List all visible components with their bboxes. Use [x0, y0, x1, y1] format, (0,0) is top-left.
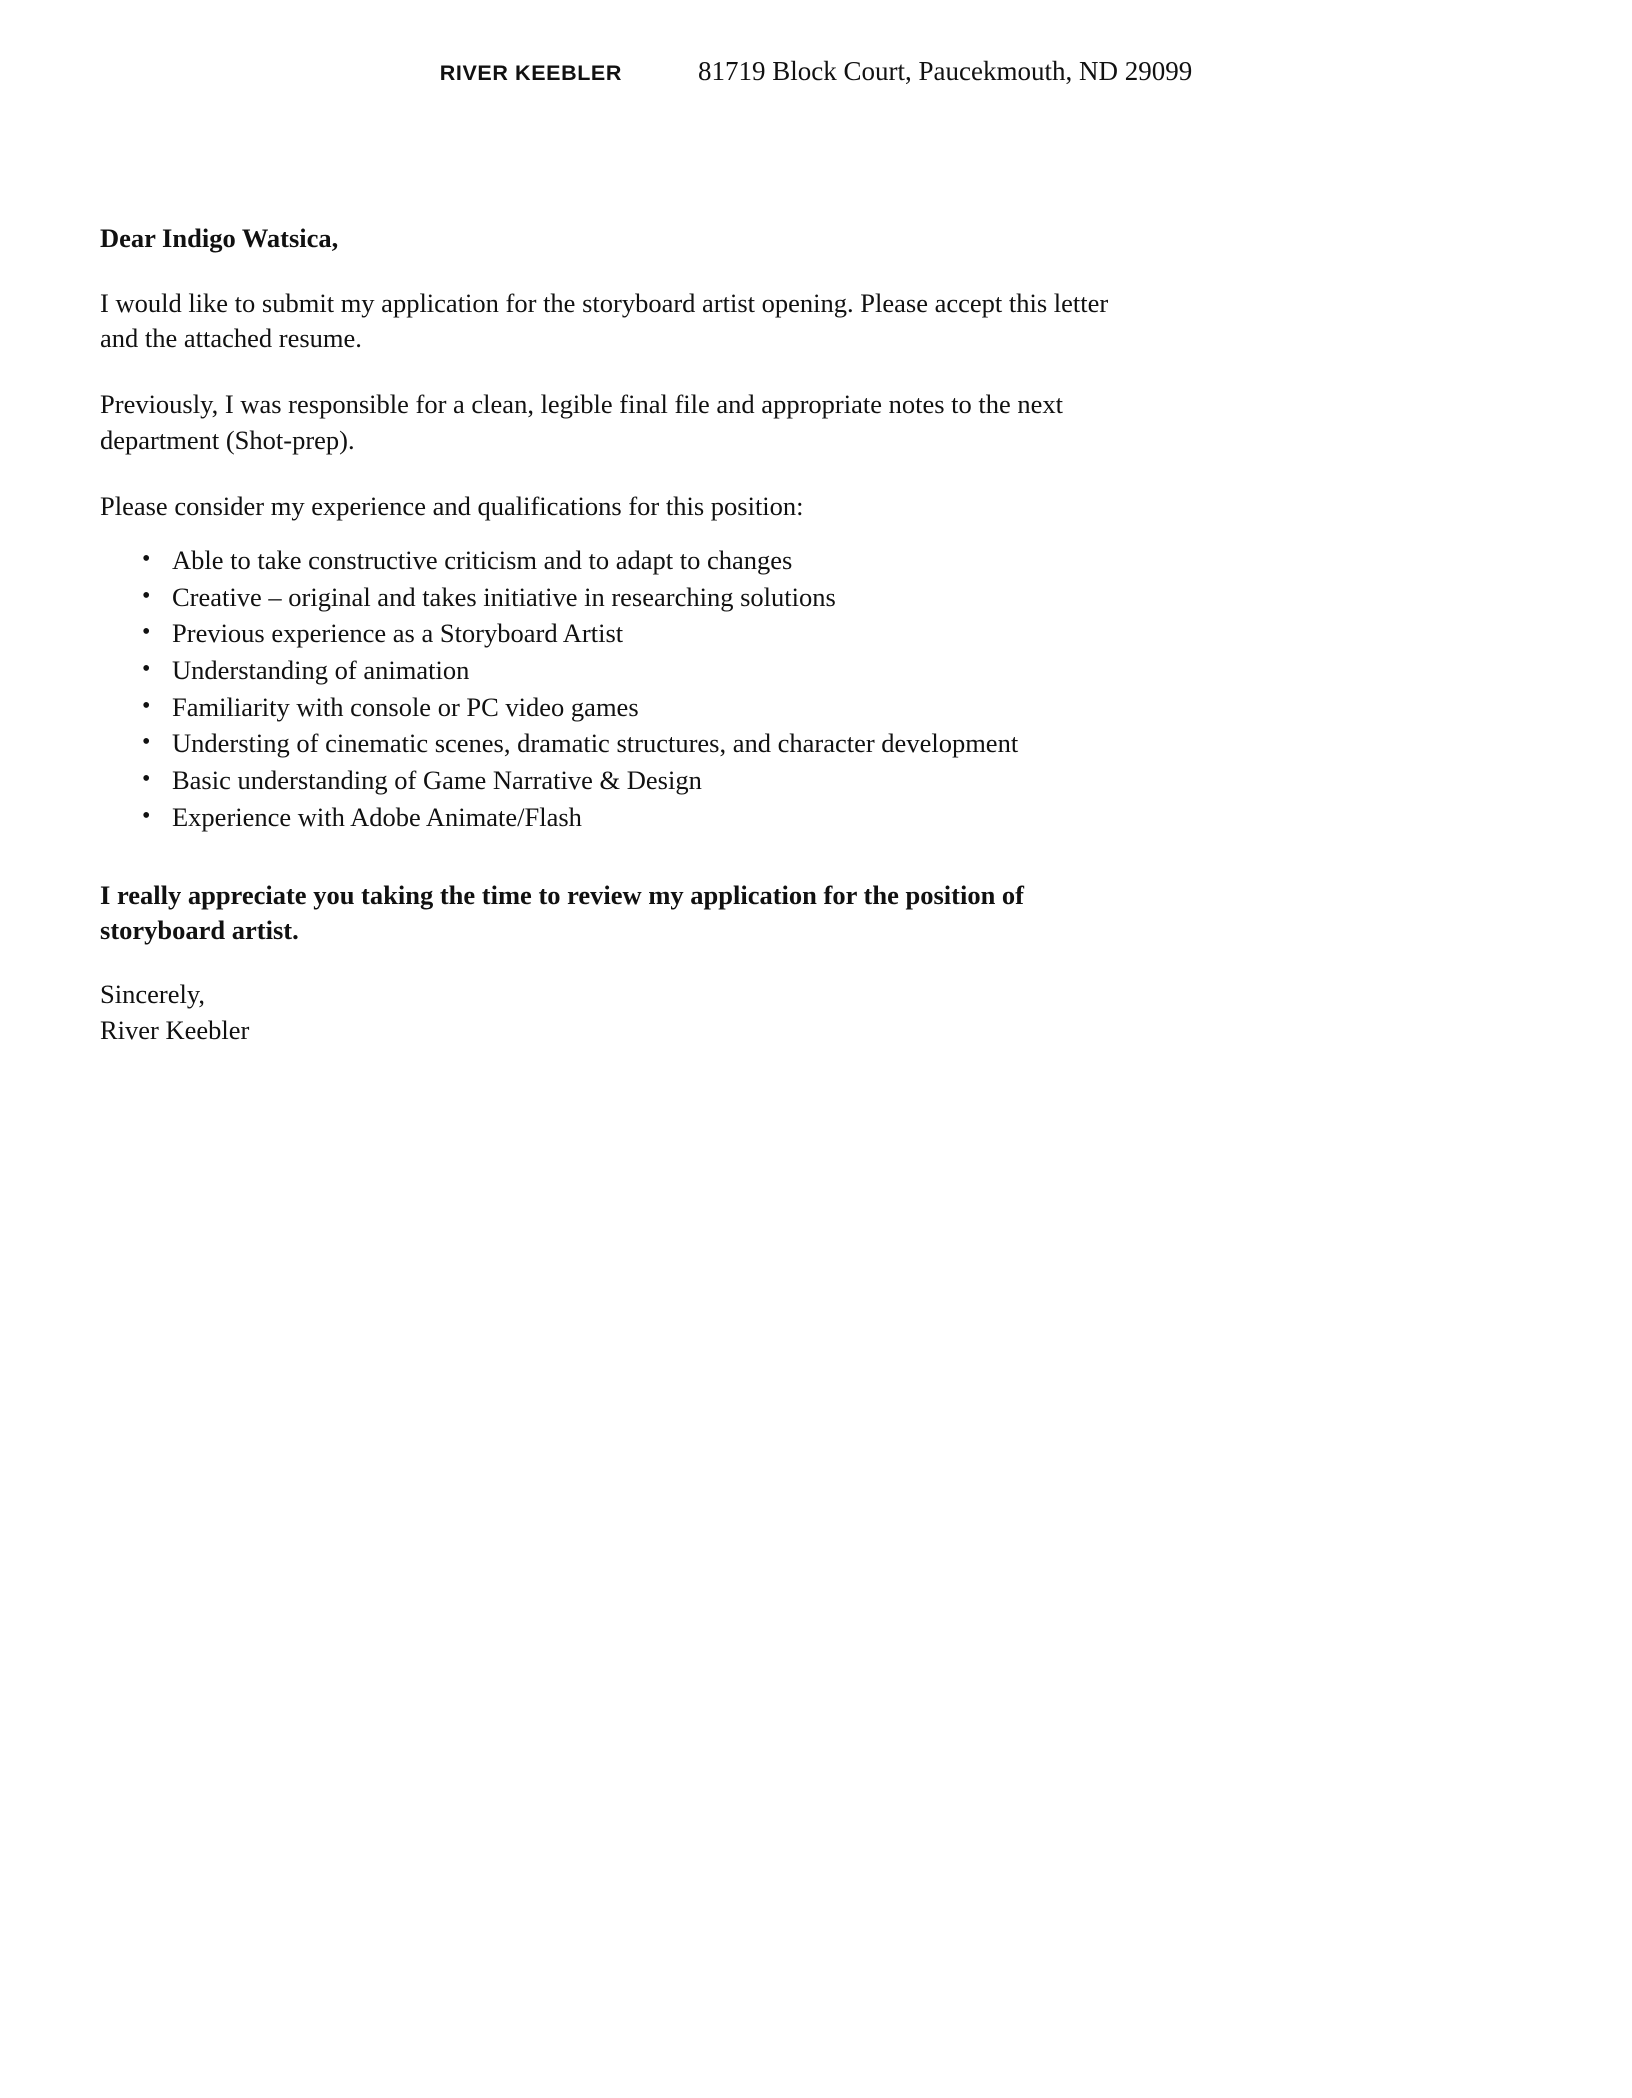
letterhead-name: RIVER KEEBLER — [439, 61, 622, 85]
list-item: • Basic understanding of Game Narrative & Design — [140, 766, 1118, 796]
list-item: • Previous experience as a Storyboard Artist — [140, 619, 1118, 649]
letterhead-address: 81719 Block Court, Paucekmouth, ND 29099 — [698, 56, 1193, 86]
list-item: • Understing of cinematic scenes, dramatic structures, and character development — [140, 729, 1118, 759]
salutation: Dear Indigo Watsica, — [100, 223, 339, 253]
letterhead — [0, 56, 1632, 87]
valediction: Sincerely, — [100, 979, 205, 1010]
list-item: • Able to take constructive criticism and to adapt to changes — [140, 546, 1118, 576]
qualifications-list — [100, 546, 1118, 832]
list-item: • Familiarity with console or PC video games — [140, 693, 1118, 723]
list-item: • Understanding of animation — [140, 656, 1118, 686]
paragraph-previous-experience: Previously, I was responsible for a clean, legible final file and appropriate notes to the next department (Shot-prep). — [100, 389, 1064, 455]
letter-body — [100, 222, 1118, 1048]
signoff-block — [100, 977, 1118, 1048]
list-item: • Creative – original and takes initiative in researching solutions — [140, 583, 1118, 613]
paragraph-intro: I would like to submit my application for the storyboard artist opening. Please accept this letter and the attached resume. — [100, 287, 1109, 354]
list-item: • Experience with Adobe Animate/Flash — [140, 803, 1118, 833]
signature-name: River Keebler — [100, 1014, 250, 1045]
closing-emphasis: I really appreciate you taking the time to review my application for the position of storyboard artist. — [100, 880, 1025, 945]
paragraph-qualifications-lead-in: Please consider my experience and qualifications for this position: — [100, 490, 804, 521]
